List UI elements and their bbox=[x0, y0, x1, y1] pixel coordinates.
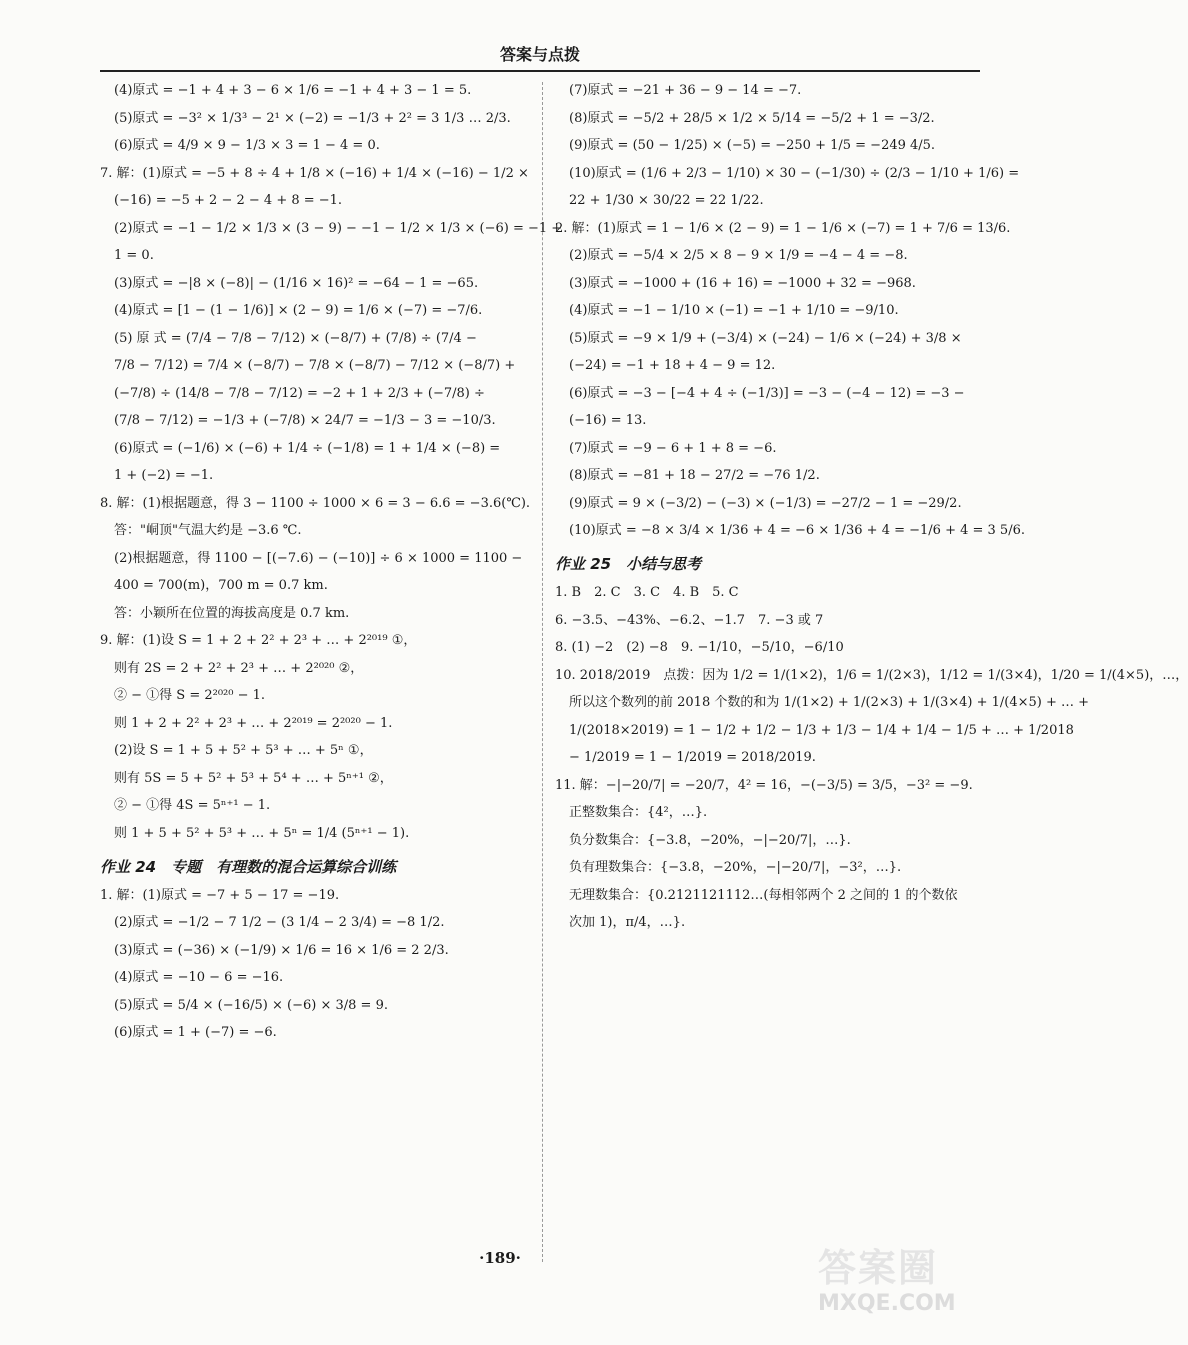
page-header bbox=[100, 40, 980, 72]
answer-line: 8. (1) −2 (2) −8 9. −1/10，−5/10，−6/10 bbox=[555, 640, 844, 655]
site-watermark-logo bbox=[818, 1245, 978, 1325]
answer-line: 22 + 1/30 × 30/22 = 22 1/22. bbox=[569, 193, 764, 208]
right-answers-part1 bbox=[555, 82, 1025, 540]
answer-line: (−16) = −5 + 2 − 2 − 4 + 8 = −1. bbox=[114, 193, 343, 208]
answer-line: 则有 2S = 2 + 2² + 2³ + … + 2²⁰²⁰ ②， bbox=[114, 660, 364, 676]
answer-line: − 1/2019 = 1 − 1/2019 = 2018/2019. bbox=[569, 750, 816, 765]
watermark-text: 答案圈 bbox=[818, 1246, 939, 1290]
answer-line: (10)原式 = (1/6 + 2/3 − 1/10) × 30 − (−1/30) ÷ (2/3 − 1/10 + 1/6) = bbox=[569, 165, 1020, 181]
section-25-title: 作业 25 小结与思考 bbox=[555, 555, 702, 573]
answer-line: (5) 原 式 = (7/4 − 7/8 − 7/12) × (−8/7) + (7/8) ÷ (7/4 − bbox=[114, 330, 477, 346]
answer-line: ② − ①得 S = 2²⁰²⁰ − 1. bbox=[114, 688, 266, 703]
answer-line: (2)原式 = −5/4 × 2/5 × 8 − 9 × 1/9 = −4 − 4 = −8. bbox=[569, 248, 908, 263]
answer-line: 10. 2018/2019 点拨：因为 1/2 = 1/(1×2)，1/6 = 1/(2×3)，1/12 = 1/(3×4)，1/20 = 1/(4×5)，…， bbox=[555, 667, 1188, 683]
left-answers-part2 bbox=[100, 887, 530, 1043]
right-column bbox=[555, 82, 1188, 942]
answer-line: (4)原式 = −1 − 1/10 × (−1) = −1 + 1/10 = −9/10. bbox=[569, 303, 899, 318]
answer-line: (5)原式 = 5/4 × (−16/5) × (−6) × 3/8 = 9. bbox=[114, 997, 388, 1013]
answer-line: (2)根据题意，得 1100 − [(−7.6) − (−10)] ÷ 6 × 1000 = 1100 − bbox=[114, 550, 523, 566]
answer-line: (5)原式 = −9 × 1/9 + (−3/4) × (−24) − 1/6 × (−24) + 3/8 × bbox=[569, 330, 962, 346]
answer-line: (3)原式 = (−36) × (−1/9) × 1/6 = 16 × 1/6 = 2 2/3. bbox=[114, 942, 449, 958]
answer-line: 则 1 + 5 + 5² + 5³ + … + 5ⁿ = 1/4 (5ⁿ⁺¹ − 1). bbox=[114, 825, 410, 841]
answer-line: 2. 解：(1)原式 = 1 − 1/6 × (2 − 9) = 1 − 1/6 × (−7) = 1 + 7/6 = 13/6. bbox=[555, 220, 1011, 236]
answer-line: 7/8 − 7/12) = 7/4 × (−8/7) − 7/8 × (−8/7) − 7/12 × (−8/7) + bbox=[114, 358, 516, 373]
watermark-url: MXQE.COM bbox=[818, 1291, 956, 1316]
answer-line: 无理数集合：{0.2121121112…(每相邻两个 2 之间的 1 的个数依 bbox=[569, 887, 958, 903]
answer-line: (4)原式 = −1 + 4 + 3 − 6 × 1/6 = −1 + 4 + 3 − 1 = 5. bbox=[114, 83, 472, 98]
answer-line: (4)原式 = [1 − (1 − 1/6)] × (2 − 9) = 1/6 × (−7) = −7/6. bbox=[114, 303, 483, 318]
answer-line: (6)原式 = −3 − [−4 + 4 ÷ (−1/3)] = −3 − (−4 − 12) = −3 − bbox=[569, 385, 965, 401]
answer-line: (9)原式 = 9 × (−3/2) − (−3) × (−1/3) = −27/2 − 1 = −29/2. bbox=[569, 495, 962, 511]
answer-line: 答："峒顶"气温大约是 −3.6 ℃. bbox=[114, 523, 302, 538]
answer-line: 6. −3.5、−43%、−6.2、−1.7 7. −3 或 7 bbox=[555, 612, 824, 628]
answer-line: 8. 解：(1)根据题意，得 3 − 1100 ÷ 1000 × 6 = 3 − 6.6 = −3.6(℃). bbox=[100, 495, 531, 511]
answer-line: (−7/8) ÷ (14/8 − 7/8 − 7/12) = −2 + 1 + 2/3 + (−7/8) ÷ bbox=[114, 385, 485, 401]
answer-line: (8)原式 = −5/2 + 28/5 × 1/2 × 5/14 = −5/2 + 1 = −3/2. bbox=[569, 110, 935, 126]
answer-line: 负分数集合：{−3.8，−20%，−|−20/7|，…}. bbox=[569, 832, 851, 848]
answer-line: 1 = 0. bbox=[114, 248, 154, 263]
answer-line: (−16) = 13. bbox=[569, 413, 647, 428]
answer-line: (−24) = −1 + 18 + 4 − 9 = 12. bbox=[569, 358, 776, 373]
left-column bbox=[100, 82, 563, 1052]
answer-line: (2)原式 = −1/2 − 7 1/2 − (3 1/4 − 2 3/4) = −8 1/2. bbox=[114, 915, 445, 930]
header-title: 答案与点拨 bbox=[499, 45, 580, 64]
answer-line: 次加 1)，π/4，…}. bbox=[569, 915, 686, 930]
answer-line: (4)原式 = −10 − 6 = −16. bbox=[114, 970, 284, 985]
answer-line: (10)原式 = −8 × 3/4 × 1/36 + 4 = −6 × 1/36 + 4 = −1/6 + 4 = 3 5/6. bbox=[569, 523, 1025, 538]
column-divider bbox=[542, 82, 543, 1262]
answer-line: (8)原式 = −81 + 18 − 27/2 = −76 1/2. bbox=[569, 468, 820, 483]
answer-line: (3)原式 = −1000 + (16 + 16) = −1000 + 32 = −968. bbox=[569, 275, 916, 291]
section-24-title: 作业 24 专题 有理数的混合运算综合训练 bbox=[100, 857, 397, 876]
answer-line: (3)原式 = −|8 × (−8)| − (1/16 × 16)² = −64 − 1 = −65. bbox=[114, 275, 479, 291]
answer-line: 1. 解：(1)原式 = −7 + 5 − 17 = −19. bbox=[100, 887, 340, 903]
answer-line: 400 = 700(m)，700 m = 0.7 km. bbox=[114, 578, 328, 593]
answer-line: 1 + (−2) = −1. bbox=[114, 468, 214, 483]
answer-line: 1/(2018×2019) = 1 − 1/2 + 1/2 − 1/3 + 1/3 − 1/4 + 1/4 − 1/5 + … + 1/2018 bbox=[569, 722, 1074, 738]
answer-line: 则有 5S = 5 + 5² + 5³ + 5⁴ + … + 5ⁿ⁺¹ ②， bbox=[114, 770, 393, 786]
answer-line: ② − ①得 4S = 5ⁿ⁺¹ − 1. bbox=[114, 798, 271, 813]
answer-line: (7)原式 = −21 + 36 − 9 − 14 = −7. bbox=[569, 83, 802, 98]
answer-line: (9)原式 = (50 − 1/25) × (−5) = −250 + 1/5 = −249 4/5. bbox=[569, 138, 936, 153]
answer-line: 负有理数集合：{−3.8，−20%，−|−20/7|，−3²，…}. bbox=[569, 860, 902, 875]
answer-line: (6)原式 = 1 + (−7) = −6. bbox=[114, 1025, 277, 1040]
right-answers-part2 bbox=[555, 584, 1188, 932]
answer-line: 7. 解：(1)原式 = −5 + 8 ÷ 4 + 1/8 × (−16) + 1/4 × (−16) − 1/2 × bbox=[100, 165, 529, 181]
answer-line: 正整数集合：{4²，…}. bbox=[569, 805, 708, 820]
answer-line: (5)原式 = −3² × 1/3³ − 2¹ × (−2) = −1/3 + 2² = 3 1/3 … 2/3. bbox=[114, 110, 511, 126]
page-number: ·189· bbox=[479, 1249, 521, 1267]
answer-line: 则 1 + 2 + 2² + 2³ + … + 2²⁰¹⁹ = 2²⁰²⁰ − 1. bbox=[114, 715, 393, 731]
answer-line: (6)原式 = 4/9 × 9 − 1/3 × 3 = 1 − 4 = 0. bbox=[114, 138, 380, 153]
answer-line: (7)原式 = −9 − 6 + 1 + 8 = −6. bbox=[569, 440, 777, 456]
answer-line: (7/8 − 7/12) = −1/3 + (−7/8) × 24/7 = −1/3 − 3 = −10/3. bbox=[114, 413, 496, 428]
left-answers-part1 bbox=[100, 82, 563, 843]
answer-line: (2)原式 = −1 − 1/2 × 1/3 × (3 − 9) − −1 − 1/2 × 1/3 × (−6) = −1 + bbox=[114, 220, 563, 236]
answer-line: 9. 解：(1)设 S = 1 + 2 + 2² + 2³ + … + 2²⁰¹⁹ ①， bbox=[100, 633, 417, 648]
answer-line: (2)设 S = 1 + 5 + 5² + 5³ + … + 5ⁿ ①， bbox=[114, 743, 373, 758]
answer-line: 1. B 2. C 3. C 4. B 5. C bbox=[555, 585, 739, 600]
answer-line: 答：小颖所在位置的海拔高度是 0.7 km. bbox=[114, 605, 350, 621]
answer-line: 所以这个数列的前 2018 个数的和为 1/(1×2) + 1/(2×3) + 1/(3×4) + 1/(4×5) + … + bbox=[569, 695, 1090, 710]
answer-line: 11. 解：−|−20/7| = −20/7，4² = 16，−(−3/5) = 3/5，−3² = −9. bbox=[555, 777, 973, 793]
answer-line: (6)原式 = (−1/6) × (−6) + 1/4 ÷ (−1/8) = 1 + 1/4 × (−8) = bbox=[114, 440, 501, 456]
